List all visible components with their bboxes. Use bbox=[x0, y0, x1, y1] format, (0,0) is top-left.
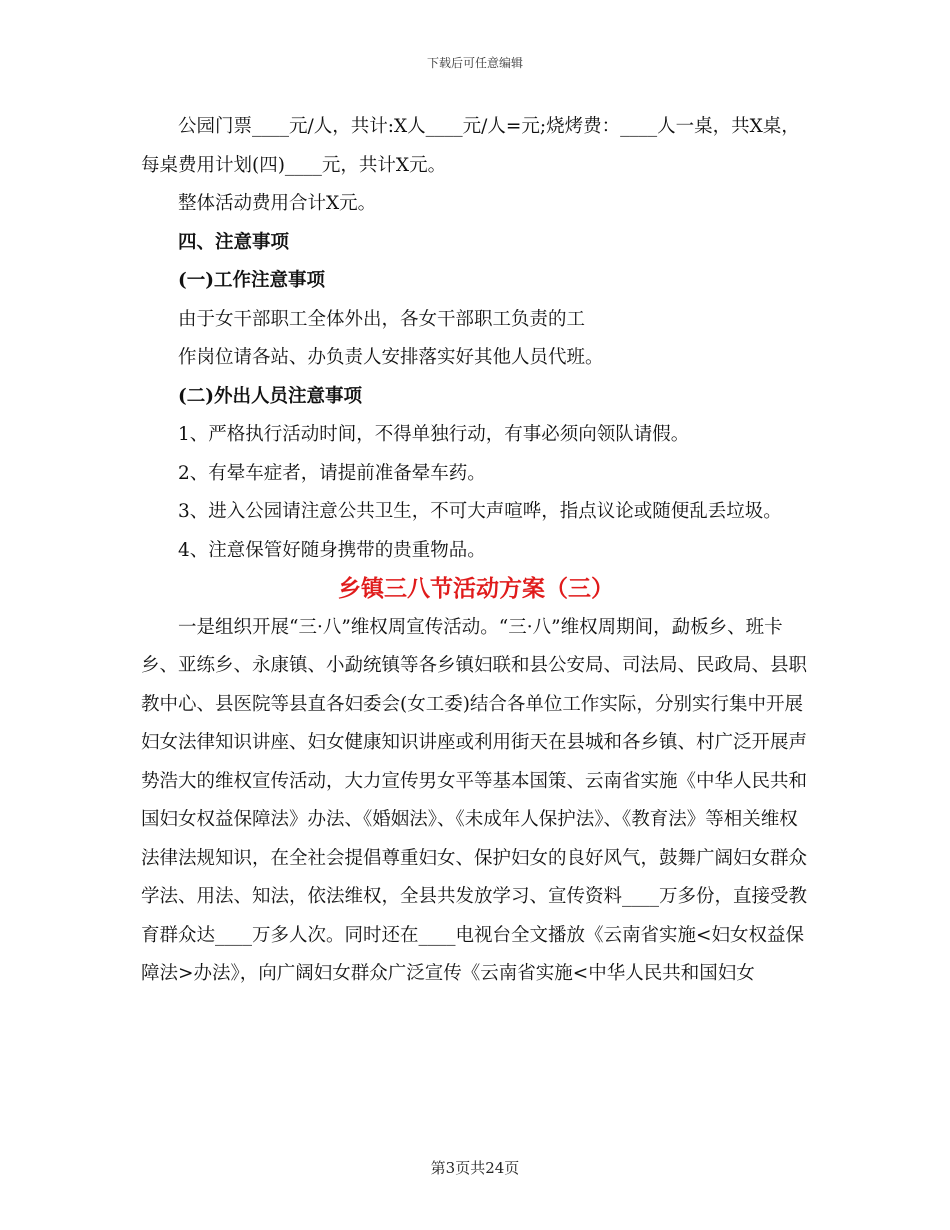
page-footer: 第3页共24页 bbox=[430, 1159, 520, 1177]
paragraph-total-cost: 整体活动费用合计X元。 bbox=[178, 193, 377, 214]
subheading-work-notes: (一)工作注意事项 bbox=[178, 270, 326, 291]
section-heading-notes: 四、注意事项 bbox=[178, 231, 290, 253]
page-header: 下载后可任意编辑 bbox=[426, 56, 523, 70]
paragraph-work-notes-line1: 由于女干部职工全体外出，各女干部职工负责的工 bbox=[178, 308, 586, 330]
document-body bbox=[141, 108, 811, 994]
subheading-outing-notes: (二)外出人员注意事项 bbox=[178, 385, 363, 407]
paragraph-rights-week: 一是组织开展“三·八”维权周宣传活动。“三·八”维权周期间，勐板乡、班卡乡、亚练乡、永康镇、小勐统镇等各乡镇妇联和县公安局、司法局、民政局、县职教中心、县医院等县直各妇委会(女工委)结合各单位工作实际，分别实行集中开展妇女法律知识讲座、妇女健康知识讲座或利用街天在县城和各乡镇、村广泛开展声势浩大的维权宣传活动，大力宣传男女平等基本国策、云南省实施《中华人民共和国妇女权益保障法》办法、《婚姻法》、《未成年人保护法》、《教育法》等相关维权法律法规知识，在全社会提倡尊重妇女、保护妇女的良好风气，鼓舞广阔妇女群众学法、用法、知法，依法维权，全县共发放学习、宣传资料____万多份，直接受教育群众达____万多人次。同时还在____电视台全文播放《云南省实施<妇女权益保障法>办法》，向广阔妇女群众广泛宣传《云南省实施<中华人民共和国妇女 bbox=[141, 616, 808, 984]
paragraph-budget: 公园门票____元/人，共计:X人____元/人=元;烧烤费：____人一桌，共X桌，每桌费用计划(四)____元，共计X元。 bbox=[141, 116, 800, 176]
list-item-1: 1、严格执行活动时间，不得单独行动，有事必须向领队请假。 bbox=[178, 424, 690, 445]
list-item-3: 3、进入公园请注意公共卫生，不可大声喧哗，指点议论或随便乱丢垃圾。 bbox=[178, 501, 782, 522]
list-item-2: 2、有晕车症者，请提前准备晕车药。 bbox=[178, 462, 486, 484]
list-item-4: 4、注意保管好随身携带的贵重物品。 bbox=[178, 539, 486, 561]
section-title: 乡镇三八节活动方案（三） bbox=[338, 575, 614, 602]
paragraph-work-notes-line2: 作岗位请各站、办负责人安排落实好其他人员代班。 bbox=[178, 347, 604, 368]
